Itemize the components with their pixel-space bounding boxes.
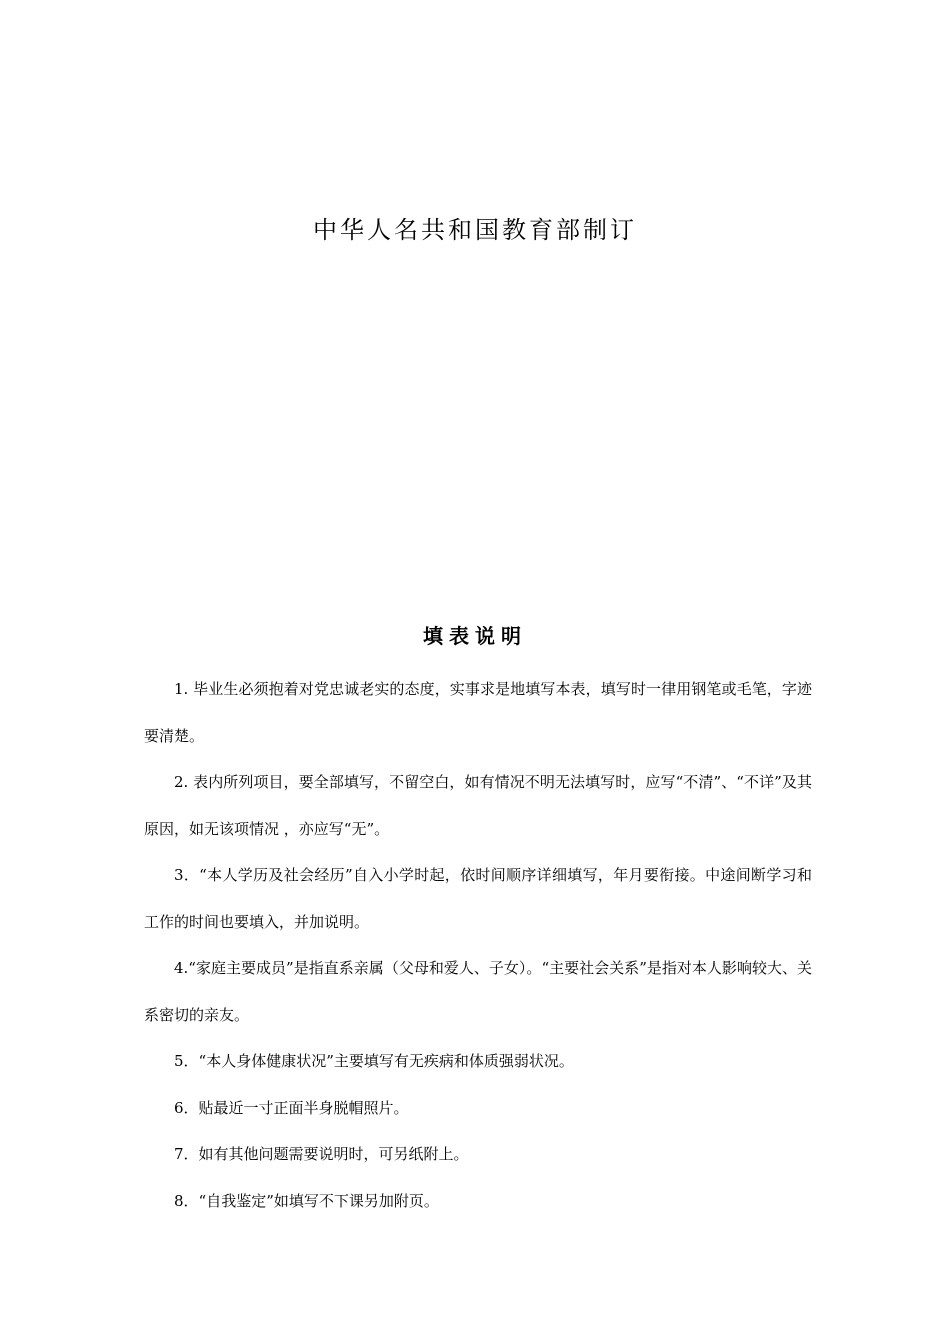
instruction-item: 5．“本人身体健康状况”主要填写有无疾病和体质强弱状况。	[174, 1052, 574, 1070]
instructions-title: 填表说明	[423, 624, 527, 648]
issuer-line: 中华人名共和国教育部制订	[313, 216, 637, 244]
instruction-item: 8．“自我鉴定”如填写不下课另加附页。	[174, 1191, 439, 1210]
instruction-item: 7．如有其他问题需要说明时，可另纸附上。	[174, 1145, 469, 1163]
instruction-item: 1. 毕业生必须抱着对党忠诚老实的态度，实事求是地填写本表，填写时一律用钢笔或毛笔，字迹要清楚。	[144, 680, 812, 745]
instruction-item: 4.“家庭主要成员”是指直系亲属（父母和爱人、子女）。“主要社会关系”是指对本人影响较大、关系密切的亲友。	[144, 959, 812, 1024]
instruction-item: 2. 表内所列项目，要全部填写，不留空白，如有情况不明无法填写时，应写“不清”、“不详”及其原因，如无该项情况 ，亦应写“无”。	[144, 773, 812, 838]
instruction-item: 3．“本人学历及社会经历”自入小学时起，依时间顺序详细填写，年月要衔接。中途间断学习和工作的时间也要填入，并加说明。	[144, 866, 812, 931]
instruction-item: 6．贴最近一寸正面半身脱帽照片。	[174, 1098, 409, 1117]
instructions-list	[144, 666, 812, 1224]
